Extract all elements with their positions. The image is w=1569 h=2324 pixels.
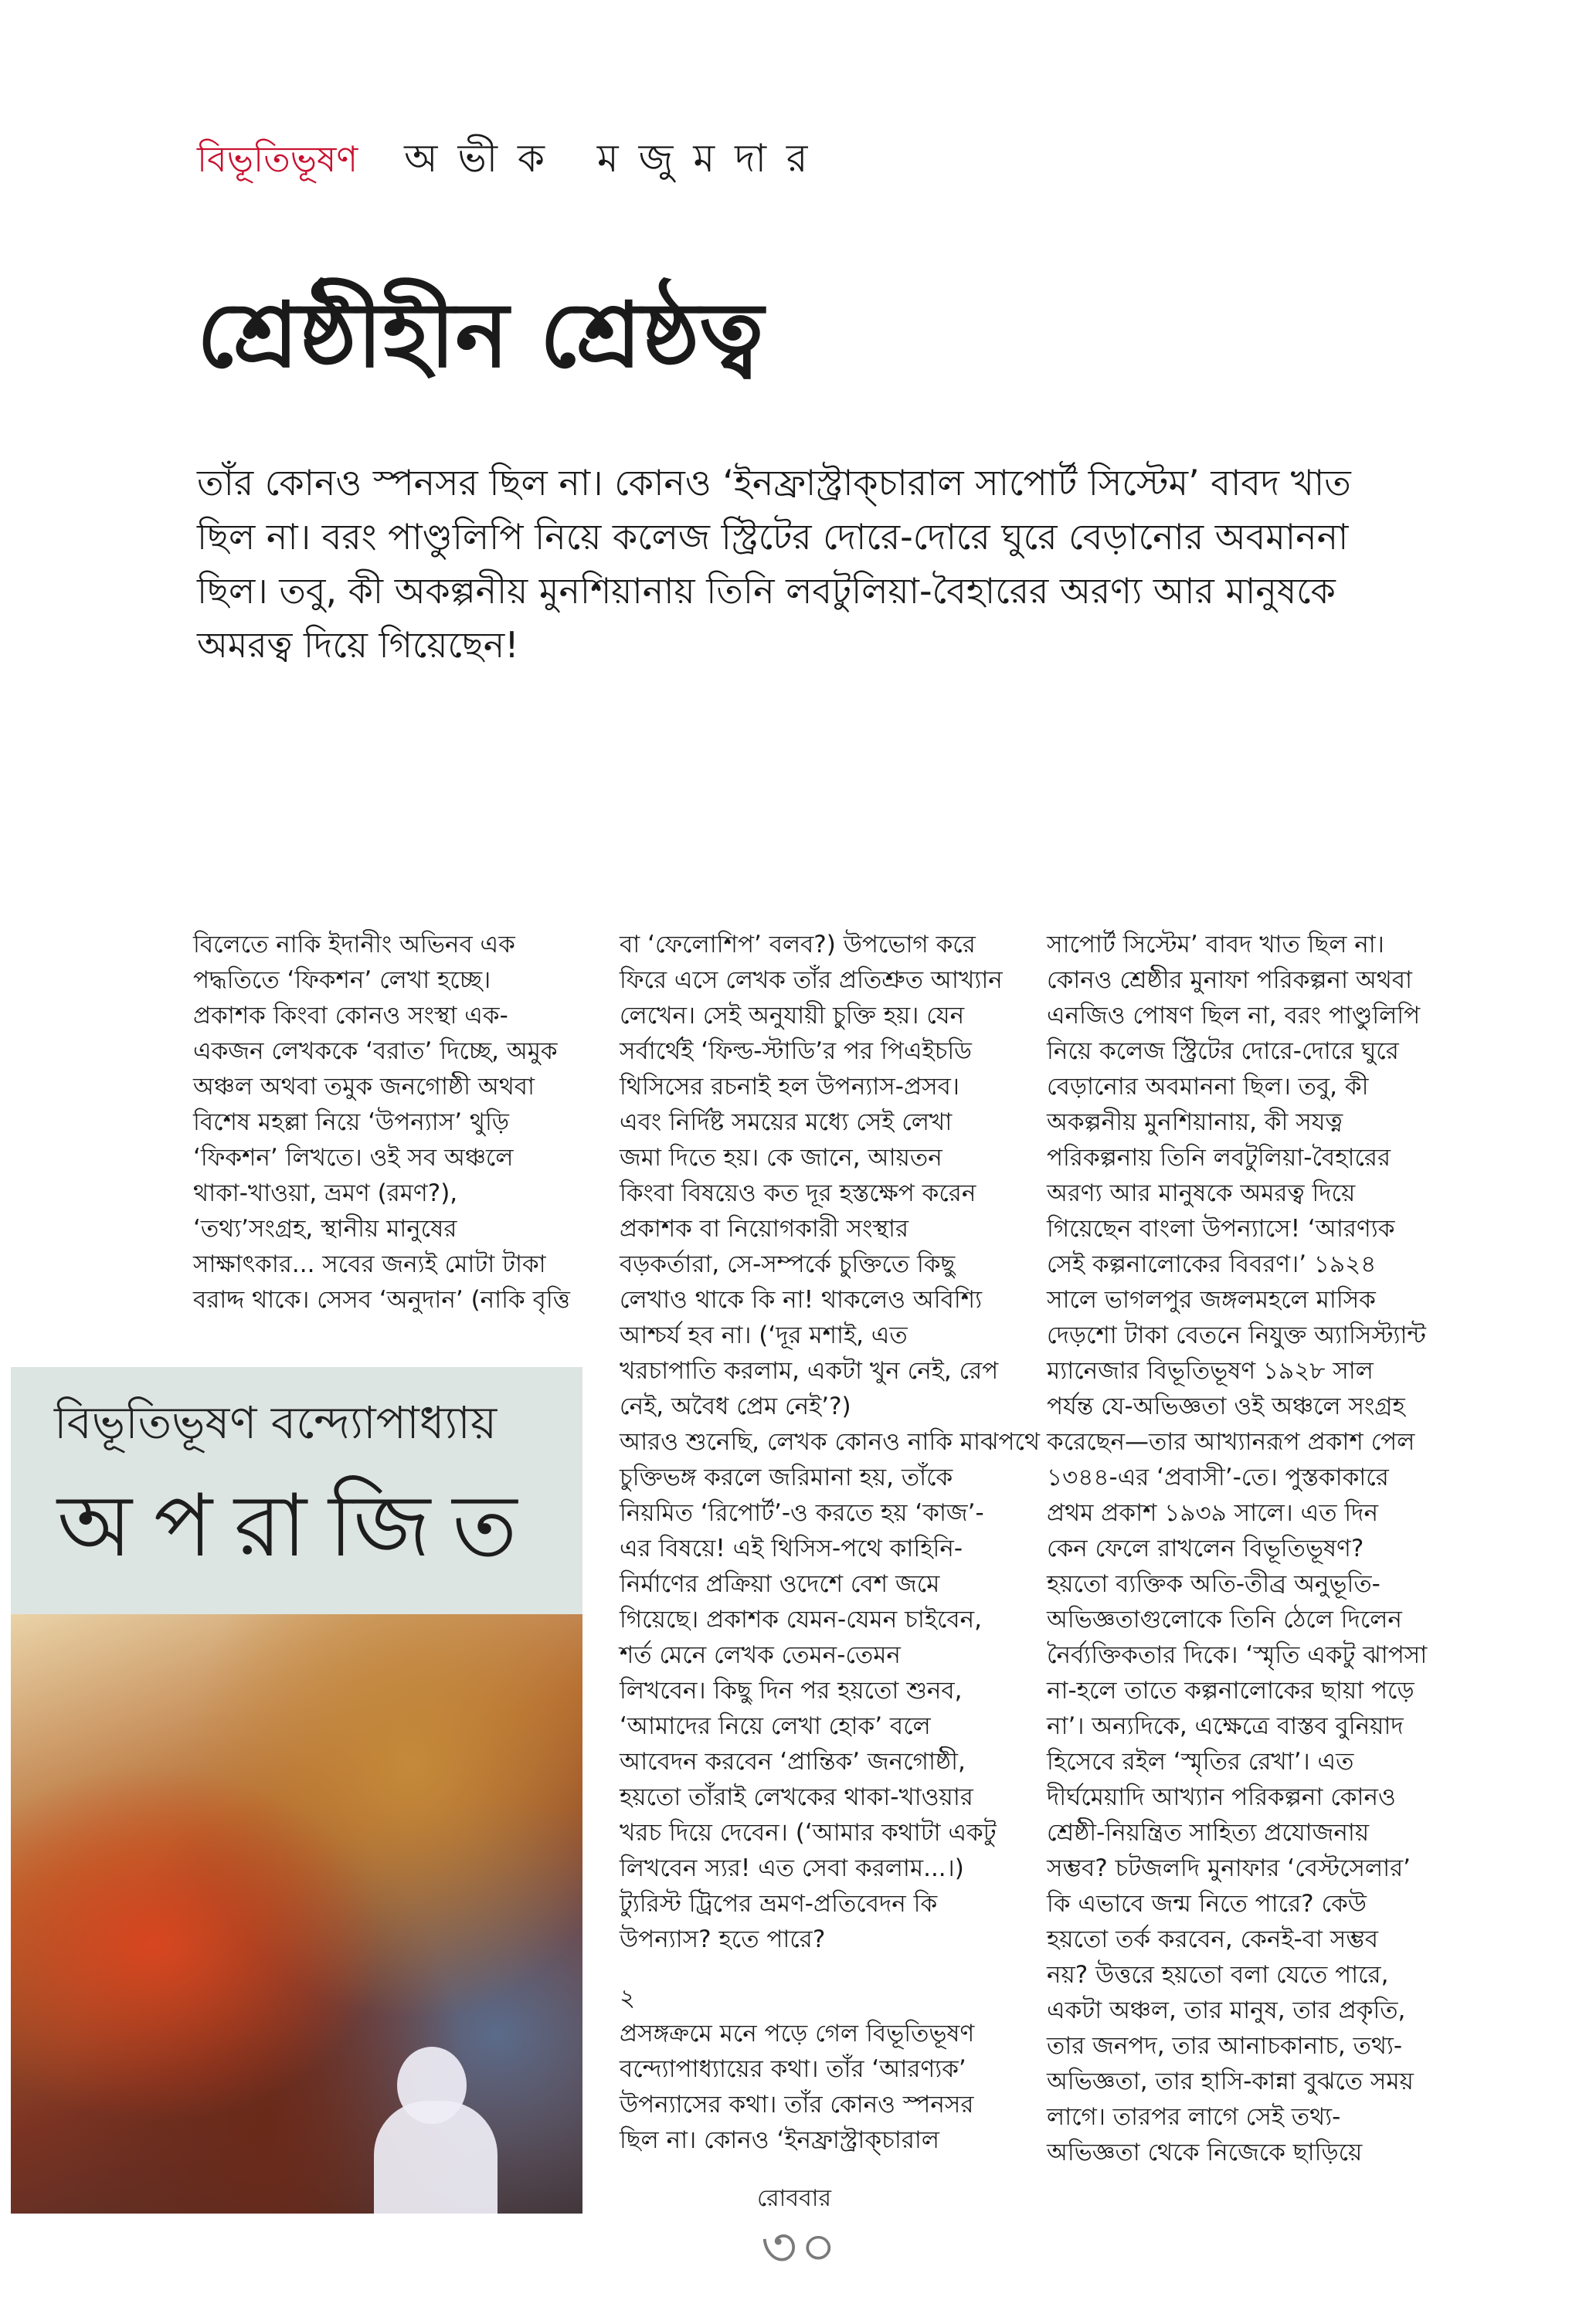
text-line: নেই, অবৈধ প্রেম নেই’?) — [620, 1393, 851, 1420]
text-line: এনজিও পোষণ ছিল না, বরং পাণ্ডুলিপি — [1047, 1002, 1421, 1030]
text-line: প্রথম প্রকাশ ১৯৩৯ সালে। এত দিন — [1047, 1499, 1378, 1527]
text-line: নিয়ে কলেজ স্ট্রিটের দোরে-দোরে ঘুরে — [1047, 1037, 1399, 1065]
text-line: লেখেন। সেই অনুযায়ী চুক্তি হয়। যেন — [620, 1002, 965, 1030]
text-line: উপন্যাস? হতে পারে? — [620, 1925, 826, 1953]
text-line: একজন লেখককে ‘বরাত’ দিচ্ছে, অমুক — [193, 1037, 558, 1065]
text-line: সাপোর্ট সিস্টেম’ বাবদ খাত ছিল না। — [1047, 931, 1384, 958]
text-line: প্রকাশক কিংবা কোনও সংস্থা এক- — [193, 1002, 508, 1030]
text-line: লিখবেন। কিছু দিন পর হয়তো শুনব, — [620, 1677, 963, 1705]
text-line: পর্যন্ত যে-অভিজ্ঞতা ওই অঞ্চলে সংগ্রহ — [1047, 1393, 1405, 1420]
column-3 — [1047, 927, 1479, 2170]
standfirst: তাঁর কোনও স্পনসর ছিল না। কোনও ‘ইনফ্রাস্ট্রাক্চারাল সাপোর্ট সিস্টেম’ বাবদ খাত ছিল না। বরং পাণ্ডুলিপি নিয়ে কলেজ স্ট্রিটের দোরে-দোরে ঘুরে বেড়ানোর অবমাননা ছিল। তবু, কী অকল্পনীয় মুনশিয়ানায় তিনি লবটুলিয়া-বৈহারের অরণ্য আর মানুষকে অমরত্ব দিয়ে গিয়েছেন! — [197, 462, 1351, 666]
text-line: নয়? উত্তরে হয়তো বলা যেতে পারে, — [1047, 1961, 1389, 1989]
text-line: প্রকাশক বা নিয়োগকারী সংস্থার — [620, 1215, 909, 1243]
author-name: অভীক মজুমদার — [404, 136, 828, 181]
text-line: সর্বার্থেই ‘ফিল্ড-স্টাডি’র পর পিএইচডি — [620, 1037, 972, 1065]
text-line: অঞ্চল অথবা তমুক জনগোষ্ঠী অথবা — [193, 1073, 535, 1101]
cover-author: বিভূতিভূষণ বন্দ্যোপাধ্যায় — [54, 1396, 498, 1449]
text-line: হিসেবে রইল ‘স্মৃতির রেখা’। এত — [1047, 1748, 1354, 1776]
text-line: কোনও শ্রেষ্ঠীর মুনাফা পরিকল্পনা অথবা — [1047, 966, 1413, 994]
text-line: ট্যুরিস্ট ট্রিপের ভ্রমণ-প্রতিবেদন কি — [620, 1890, 938, 1918]
text-line: আশ্চর্য হব না। (‘দূর মশাই, এত — [620, 1321, 908, 1349]
text-line: ম্যানেজার বিভূতিভূষণ ১৯২৮ সাল — [1047, 1357, 1374, 1385]
text-line: বেড়ানোর অবমাননা ছিল। তবু, কী — [1047, 1073, 1369, 1101]
text-line: থাকা-খাওয়া, ভ্রমণ (রমণ?), — [193, 1179, 458, 1207]
text-line: ছিল না। কোনও ‘ইনফ্রাস্ট্রাক্চারাল — [620, 2126, 939, 2154]
text-line: হয়তো ব্যক্তিক অতি-তীব্র অনুভূতি- — [1047, 1570, 1381, 1598]
text-line: কি এভাবে জন্ম নিতে পারে? কেউ — [1047, 1890, 1367, 1918]
text-line: অভিজ্ঞতা থেকে নিজেকে ছাড়িয়ে — [1047, 2139, 1363, 2166]
text-line: সালে ভাগলপুর জঙ্গলমহলে মাসিক — [1047, 1286, 1376, 1314]
text-line: গিয়েছেন বাংলা উপন্যাসে! ‘আরণ্যক — [1047, 1215, 1395, 1243]
text-line: বিশেষ মহল্লা নিয়ে ‘উপন্যাস’ থুড়ি — [193, 1108, 509, 1136]
text-line: করেছেন—তার আখ্যানরূপ প্রকাশ পেল — [1047, 1428, 1415, 1456]
column-1 — [193, 927, 595, 1318]
cover-painting — [11, 1614, 582, 2214]
text-line: উপন্যাসের কথা। তাঁর কোনও স্পনসর — [620, 2091, 974, 2119]
text-line: একটা অঞ্চল, তার মানুষ, তার প্রকৃতি, — [1047, 1997, 1406, 2024]
text-line: আরও শুনেছি, লেখক কোনও নাকি মাঝপথে — [620, 1428, 1041, 1456]
text-line: পরিকল্পনায় তিনি লবটুলিয়া-বৈহারের — [1047, 1144, 1391, 1172]
text-line: লাগে। তারপর লাগে সেই তথ্য- — [1047, 2103, 1341, 2131]
text-line: দেড়শো টাকা বেতনে নিযুক্ত অ্যাসিস্ট্যান্ট — [1047, 1321, 1426, 1349]
text-line: ফিরে এসে লেখক তাঁর প্রতিশ্রুত আখ্যান — [620, 966, 1003, 994]
text-line: কিংবা বিষয়েও কত দূর হস্তক্ষেপ করেন — [620, 1179, 976, 1207]
text-line: চুক্তিভঙ্গ করলে জরিমানা হয়, তাঁকে — [620, 1464, 953, 1491]
text-line: ‘তথ্য’সংগ্রহ, স্থানীয় মানুষের — [193, 1215, 457, 1243]
article-title: শ্রেষ্ঠীহীন শ্রেষ্ঠত্ব — [197, 283, 764, 388]
text-line: অকল্পনীয় মুনশিয়ানায়, কী সযত্ন — [1047, 1108, 1343, 1136]
text-line: বরাদ্দ থাকে। সেসব ‘অনুদান’ (নাকি বৃত্তি — [193, 1286, 570, 1314]
text-line: খরচ দিয়ে দেবেন। (‘আমার কথাটা একটু — [620, 1819, 997, 1847]
text-line: দীর্ঘমেয়াদি আখ্যান পরিকল্পনা কোনও — [1047, 1783, 1396, 1811]
text-line: হয়তো তাঁরাই লেখকের থাকা-খাওয়ার — [620, 1783, 973, 1811]
text-line: শ্রেষ্ঠী-নিয়ন্ত্রিত সাহিত্য প্রযোজনায় — [1047, 1819, 1370, 1847]
text-line: না’। অন্যদিকে, এক্ষেত্রে বাস্তব বুনিয়াদ — [1047, 1712, 1404, 1740]
header — [197, 130, 827, 194]
text-line: সেই কল্পনালোকের বিবরণ।’ ১৯২৪ — [1047, 1250, 1377, 1278]
text-line: কেন ফেলে রাখলেন বিভূতিভূষণ? — [1047, 1535, 1364, 1562]
cover-title: অপরাজিত — [57, 1476, 539, 1576]
text-line: অভিজ্ঞতাগুলোকে তিনি ঠেলে দিলেন — [1047, 1606, 1402, 1634]
text-line: ‘আমাদের নিয়ে লেখা হোক’ বলে — [620, 1712, 931, 1740]
text-line: লিখবেন স্যর! এত সেবা করলাম...।) — [620, 1854, 964, 1882]
text-line: আবেদন করবেন ‘প্রান্তিক’ জনগোষ্ঠী, — [620, 1748, 966, 1776]
text-line: বা ‘ফেলোশিপ’ বলব?) উপভোগ করে — [620, 931, 976, 958]
text-line: নির্মাণের প্রক্রিয়া ওদেশে বেশ জমে — [620, 1570, 940, 1598]
text-line: গিয়েছে। প্রকাশক যেমন-যেমন চাইবেন, — [620, 1606, 983, 1634]
section-number: ২ — [620, 1984, 636, 2012]
text-line: না-হলে তাতে কল্পনালোকের ছায়া পড়ে — [1047, 1677, 1414, 1705]
text-line: বিলেতে নাকি ইদানীং অভিনব এক — [193, 931, 515, 958]
text-line: সাক্ষাৎকার... সবের জন্যই মোটা টাকা — [193, 1250, 546, 1278]
text-line: নৈর্ব্যক্তিকতার দিকে। ‘স্মৃতি একটু ঝাপসা — [1047, 1641, 1428, 1669]
text-line: অরণ্য আর মানুষকে অমরত্ব দিয়ে — [1047, 1179, 1356, 1207]
text-line: জমা দিতে হয়। কে জানে, আয়তন — [620, 1144, 942, 1172]
text-line: নিয়মিত ‘রিপোর্ট’-ও করতে হয় ‘কাজ’- — [620, 1499, 984, 1527]
text-line: লেখাও থাকে কি না! থাকলেও অবিশ্যি — [620, 1286, 983, 1314]
magazine-name: রোববার — [757, 2185, 831, 2212]
text-line: ‘ফিকশন’ লিখতে। ওই সব অঞ্চলে — [193, 1144, 514, 1172]
page-number: ৩০ — [761, 2214, 840, 2279]
text-line: পদ্ধতিতে ‘ফিকশন’ লেখা হচ্ছে। — [193, 966, 491, 994]
text-line: হয়তো তর্ক করবেন, কেনই-বা সম্ভব — [1047, 1925, 1378, 1953]
text-line: সম্ভব? চটজলদি মুনাফার ‘বেস্টসেলার’ — [1047, 1854, 1411, 1882]
text-line: খরচাপাতি করলাম, একটা খুন নেই, রেপ — [620, 1357, 999, 1385]
text-line: অভিজ্ঞতা, তার হাসি-কান্না বুঝতে সময় — [1047, 2068, 1414, 2095]
text-line: বন্দ্যোপাধ্যায়ের কথা। তাঁর ‘আরণ্যক’ — [620, 2055, 966, 2083]
book-cover-image — [11, 1367, 582, 2214]
text-line: বড়কর্তারা, সে-সম্পর্কে চুক্তিতে কিছু — [620, 1250, 956, 1278]
text-line: প্রসঙ্গক্রমে মনে পড়ে গেল বিভূতিভূষণ — [620, 2020, 975, 2047]
column-2 — [620, 927, 1041, 2158]
text-line: থিসিসের রচনাই হল উপন্যাস-প্রসব। — [620, 1073, 959, 1101]
text-line: এবং নির্দিষ্ট সময়ের মধ্যে সেই লেখা — [620, 1108, 953, 1136]
text-line: তার জনপদ, তার আনাচকানাচ, তথ্য- — [1047, 2032, 1403, 2060]
text-line: শর্ত মেনে লেখক তেমন-তেমন — [620, 1641, 901, 1669]
text-line: এর বিষয়ে! এই থিসিস-পথে কাহিনি- — [620, 1535, 963, 1562]
section-kicker: বিভূতিভূষণ — [197, 138, 358, 180]
text-line: ১৩৪৪-এর ‘প্রবাসী’-তে। পুস্তকাকারে — [1047, 1464, 1389, 1491]
painted-figure — [374, 2101, 498, 2214]
